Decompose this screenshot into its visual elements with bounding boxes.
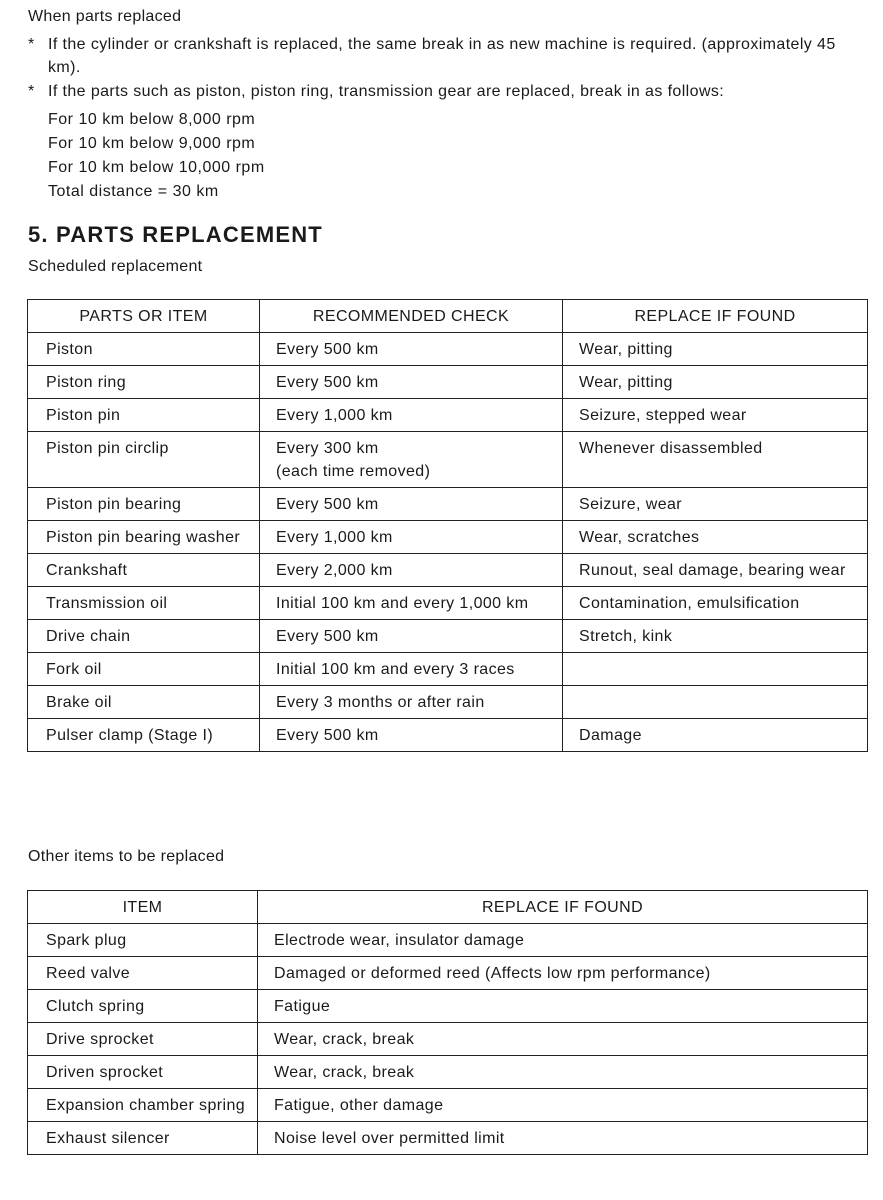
table-row	[28, 521, 868, 554]
note-bullet: *	[28, 36, 35, 53]
scheduled-subheading: Scheduled replacement	[28, 258, 203, 275]
table-cell: Expansion chamber spring	[28, 1089, 258, 1122]
table-cell: Piston pin bearing	[28, 488, 260, 521]
table-row	[28, 990, 868, 1023]
table-row	[28, 719, 868, 752]
table-cell: Piston pin	[28, 399, 260, 432]
table-cell: Drive sprocket	[28, 1023, 258, 1056]
table-cell: Seizure, wear	[563, 488, 868, 521]
note-bullet: *	[28, 83, 35, 100]
break-in-steps	[48, 108, 265, 204]
table-cell: Every 1,000 km	[260, 521, 563, 554]
table-cell: Wear, scratches	[563, 521, 868, 554]
table-cell: Initial 100 km and every 1,000 km	[260, 587, 563, 620]
column-header: ITEM	[28, 891, 258, 924]
table-cell: Transmission oil	[28, 587, 260, 620]
table-cell: Seizure, stepped wear	[563, 399, 868, 432]
table-cell: Noise level over permitted limit	[258, 1122, 868, 1155]
table-row	[28, 924, 868, 957]
table-cell: Pulser clamp (Stage I)	[28, 719, 260, 752]
table-cell: Electrode wear, insulator damage	[258, 924, 868, 957]
table-row	[28, 957, 868, 990]
table-cell: Clutch spring	[28, 990, 258, 1023]
break-in-step: For 10 km below 9,000 rpm	[48, 135, 256, 152]
table-row	[28, 1023, 868, 1056]
table-cell: Piston	[28, 333, 260, 366]
break-in-step: For 10 km below 8,000 rpm	[48, 111, 256, 128]
table-cell: Every 500 km	[260, 333, 563, 366]
section-title: 5. PARTS REPLACEMENT	[28, 222, 323, 247]
table-row	[28, 432, 868, 488]
table-cell: Driven sprocket	[28, 1056, 258, 1089]
table-row	[28, 1089, 868, 1122]
table-cell: Every 500 km	[260, 620, 563, 653]
table-header-row	[28, 891, 868, 924]
table-cell: Every 1,000 km	[260, 399, 563, 432]
note-text: If the cylinder or crankshaft is replaced, the same break in as new machine is required. (approximately 45 km).	[48, 36, 836, 76]
table-row	[28, 1122, 868, 1155]
table-cell: Initial 100 km and every 3 races	[260, 653, 563, 686]
break-in-title: When parts replaced	[28, 8, 182, 25]
table-cell: Fork oil	[28, 653, 260, 686]
table-cell: Every 300 km (each time removed)	[260, 432, 563, 488]
table-cell: Crankshaft	[28, 554, 260, 587]
table-header-row	[28, 300, 868, 333]
table-cell: Brake oil	[28, 686, 260, 719]
table-row	[28, 333, 868, 366]
table-row	[28, 488, 868, 521]
table-cell: Fatigue, other damage	[258, 1089, 868, 1122]
table-cell	[563, 653, 868, 686]
table-row	[28, 686, 868, 719]
table-cell: Every 500 km	[260, 366, 563, 399]
table-cell: Every 500 km	[260, 719, 563, 752]
table-cell: Wear, pitting	[563, 333, 868, 366]
table-cell: Every 3 months or after rain	[260, 686, 563, 719]
break-in-note	[28, 33, 864, 79]
table-row	[28, 399, 868, 432]
table-cell: Spark plug	[28, 924, 258, 957]
table-cell: Runout, seal damage, bearing wear	[563, 554, 868, 587]
column-header: PARTS OR ITEM	[28, 300, 260, 333]
note-text: If the parts such as piston, piston ring, transmission gear are replaced, break in as follows:	[48, 83, 725, 100]
table-cell: Piston pin circlip	[28, 432, 260, 488]
table-cell: Reed valve	[28, 957, 258, 990]
table-row	[28, 554, 868, 587]
column-header: REPLACE IF FOUND	[258, 891, 868, 924]
break-in-note	[28, 80, 864, 103]
break-in-step: For 10 km below 10,000 rpm	[48, 159, 265, 176]
table-cell: Stretch, kink	[563, 620, 868, 653]
table-cell: Wear, crack, break	[258, 1023, 868, 1056]
table-cell: Damage	[563, 719, 868, 752]
table-row	[28, 1056, 868, 1089]
table-row	[28, 653, 868, 686]
table-cell: Fatigue	[258, 990, 868, 1023]
table-cell: Whenever disassembled	[563, 432, 868, 488]
table-cell: Every 2,000 km	[260, 554, 563, 587]
table-cell	[563, 686, 868, 719]
table-cell: Wear, pitting	[563, 366, 868, 399]
table-row	[28, 587, 868, 620]
table-cell: Wear, crack, break	[258, 1056, 868, 1089]
table-row	[28, 366, 868, 399]
table-cell: Drive chain	[28, 620, 260, 653]
table-cell: Piston ring	[28, 366, 260, 399]
table-cell: Exhaust silencer	[28, 1122, 258, 1155]
table-cell: Every 500 km	[260, 488, 563, 521]
table-cell: Contamination, emulsification	[563, 587, 868, 620]
other-items-table	[27, 890, 868, 1155]
break-in-total: Total distance = 30 km	[48, 183, 219, 200]
scheduled-replacement-table	[27, 299, 868, 752]
column-header: RECOMMENDED CHECK	[260, 300, 563, 333]
column-header: REPLACE IF FOUND	[563, 300, 868, 333]
other-subheading: Other items to be replaced	[28, 848, 225, 865]
table-cell: Piston pin bearing washer	[28, 521, 260, 554]
table-row	[28, 620, 868, 653]
table-cell: Damaged or deformed reed (Affects low rpm performance)	[258, 957, 868, 990]
